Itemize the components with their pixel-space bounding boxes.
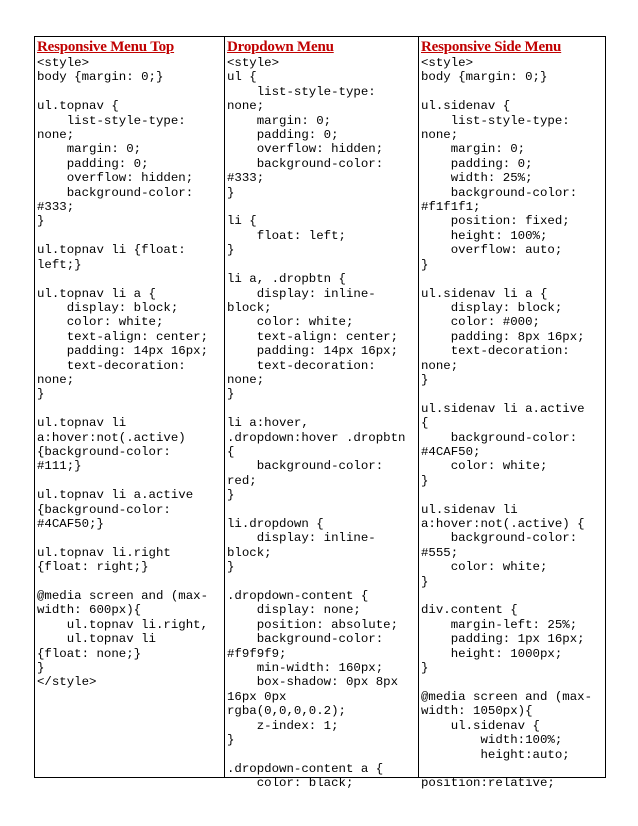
column-heading: Responsive Menu Top [37,39,175,55]
code-comparison-table [34,36,606,791]
column-responsive-side-menu [419,37,605,791]
column-responsive-menu-top [35,37,225,777]
column-heading: Responsive Side Menu [421,39,562,55]
code-block: <style> ul { list-style-type: none; margin: 0; padding: 0; overflow: hidden; background-color: #333; } li { float: left; } li a, .dropbtn { display: inline- block; color: white; text-align: center; padding: 14px 16px; text-decoration: none; } li a:hover, .dropdown:hover .dropbtn { background-color: red; } li.dropdown { display: inline- block; } .dropdown-content { display: none; position: absolute; background-color: #f9f9f9; min-width: 160px; box-shadow: 0px 8px 16px 0px rgba(0,0,0,0.2); z-index: 1; } .dropdown-content a { color: black; [227,56,406,791]
column-dropdown-menu [225,37,419,791]
column-heading: Dropdown Menu [227,39,334,55]
code-block: <style> body {margin: 0;} ul.topnav { list-style-type: none; margin: 0; padding: 0; overflow: hidden; background-color: #333; } ul.topnav li {float: left;} ul.topnav li a { display: block; color: white; text-align: center; padding: 14px 16px; text-decoration: none; } ul.topnav li a:hover:not(.active) {background-color: #111;} ul.topnav li a.active {background-color: #4CAF50;} ul.topnav li.right {float: right;} @media screen and (max- width: 600px){ ul.topnav li.right, ul.topnav li {float: none;} } </style> [37,56,209,690]
code-block: <style> body {margin: 0;} ul.sidenav { list-style-type: none; margin: 0; padding: 0; width: 25%; background-color: #f1f1f1; position: fixed; height: 100%; overflow: auto; } ul.sidenav li a { display: block; color: #000; padding: 8px 16px; text-decoration: none; } ul.sidenav li a.active { background-color: #4CAF50; color: white; } ul.sidenav li a:hover:not(.active) { background-color: #555; color: white; } div.content { margin-left: 25%; padding: 1px 16px; height: 1000px; } @media screen and (max- width: 1050px){ ul.sidenav { width:100%; height:auto; position:relative; [421,56,593,791]
